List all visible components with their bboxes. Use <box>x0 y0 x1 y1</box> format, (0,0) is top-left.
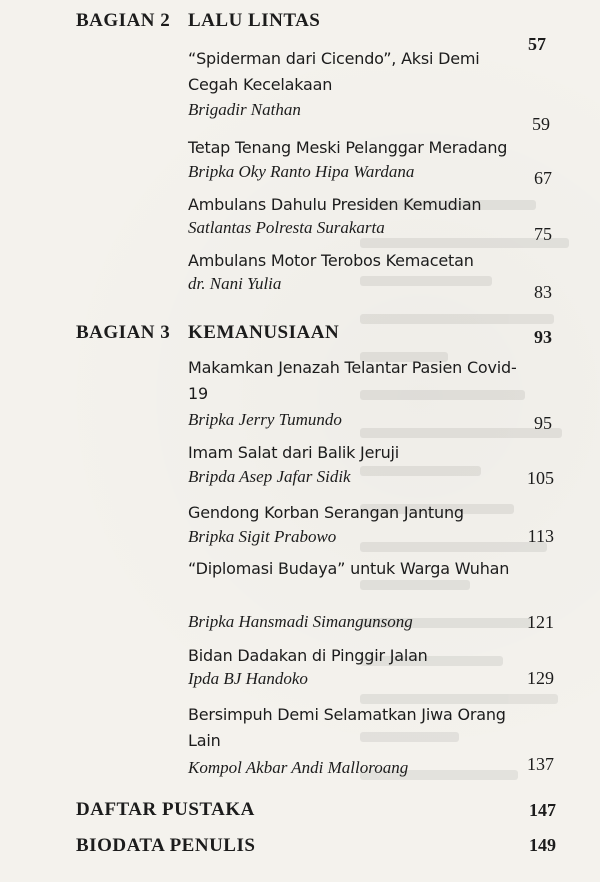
part-title: LALU LINTAS <box>188 10 321 31</box>
entry-title: Gendong Korban Serangan Jantung <box>188 503 464 522</box>
entry-title: Ambulans Motor Terobos Kemacetan <box>188 251 474 270</box>
entry-page-number: 137 <box>527 754 554 774</box>
entry-title: “Spiderman dari Cicendo”, Aksi Demi Cegah Kecelakaan <box>188 49 480 94</box>
entry-author: dr. Nani Yulia <box>188 274 282 293</box>
entry-title: Tetap Tenang Meski Pelanggar Meradang <box>188 138 508 157</box>
entry-page-number: 121 <box>527 612 554 632</box>
back-matter-page-number: 147 <box>529 800 556 820</box>
entry-title: Ambulans Dahulu Presiden Kemudian <box>188 195 482 214</box>
entry-page-number: 113 <box>527 526 554 546</box>
entry-author: Bripka Sigit Prabowo <box>188 527 337 546</box>
entry-author: Bripka Oky Ranto Hipa Wardana <box>188 162 415 181</box>
entry-author: Satlantas Polresta Surakarta <box>188 218 385 237</box>
part-label: BAGIAN 2 <box>76 10 171 31</box>
part-page-number: 57 <box>528 34 546 54</box>
part-title: KEMANUSIAAN <box>188 322 340 343</box>
entry-author: Bripka Jerry Tumundo <box>188 410 342 429</box>
entry-author: Brigadir Nathan <box>188 100 301 119</box>
entry-author: Ipda BJ Handoko <box>188 669 308 688</box>
entry-page-number: 59 <box>532 114 550 134</box>
entry-title: Imam Salat dari Balik Jeruji <box>188 443 400 462</box>
entry-author: Bripda Asep Jafar Sidik <box>188 467 351 486</box>
entry-title: Bidan Dadakan di Pinggir Jalan <box>188 646 428 665</box>
entry-page-number: 83 <box>534 282 552 302</box>
entry-author: Bripka Hansmadi Simangunsong <box>188 612 413 631</box>
part-label: BAGIAN 3 <box>76 322 171 343</box>
back-matter-page-number: 149 <box>529 835 556 855</box>
entry-page-number: 129 <box>527 668 554 688</box>
entry-page-number: 75 <box>534 224 552 244</box>
back-matter-title: BIODATA PENULIS <box>76 835 256 856</box>
entry-page-number: 67 <box>534 168 552 188</box>
entry-title: Makamkan Jenazah Telantar Pasien Covid-19 <box>188 358 517 403</box>
part-page-number: 93 <box>534 327 552 347</box>
entry-page-number: 95 <box>534 413 552 433</box>
back-matter-title: DAFTAR PUSTAKA <box>76 799 255 820</box>
entry-author: Kompol Akbar Andi Malloroang <box>188 758 409 777</box>
entry-page-number: 105 <box>527 468 554 488</box>
entry-title: “Diplomasi Budaya” untuk Warga Wuhan <box>188 559 510 578</box>
entry-title: Bersimpuh Demi Selamatkan Jiwa Orang Lain <box>188 705 506 750</box>
